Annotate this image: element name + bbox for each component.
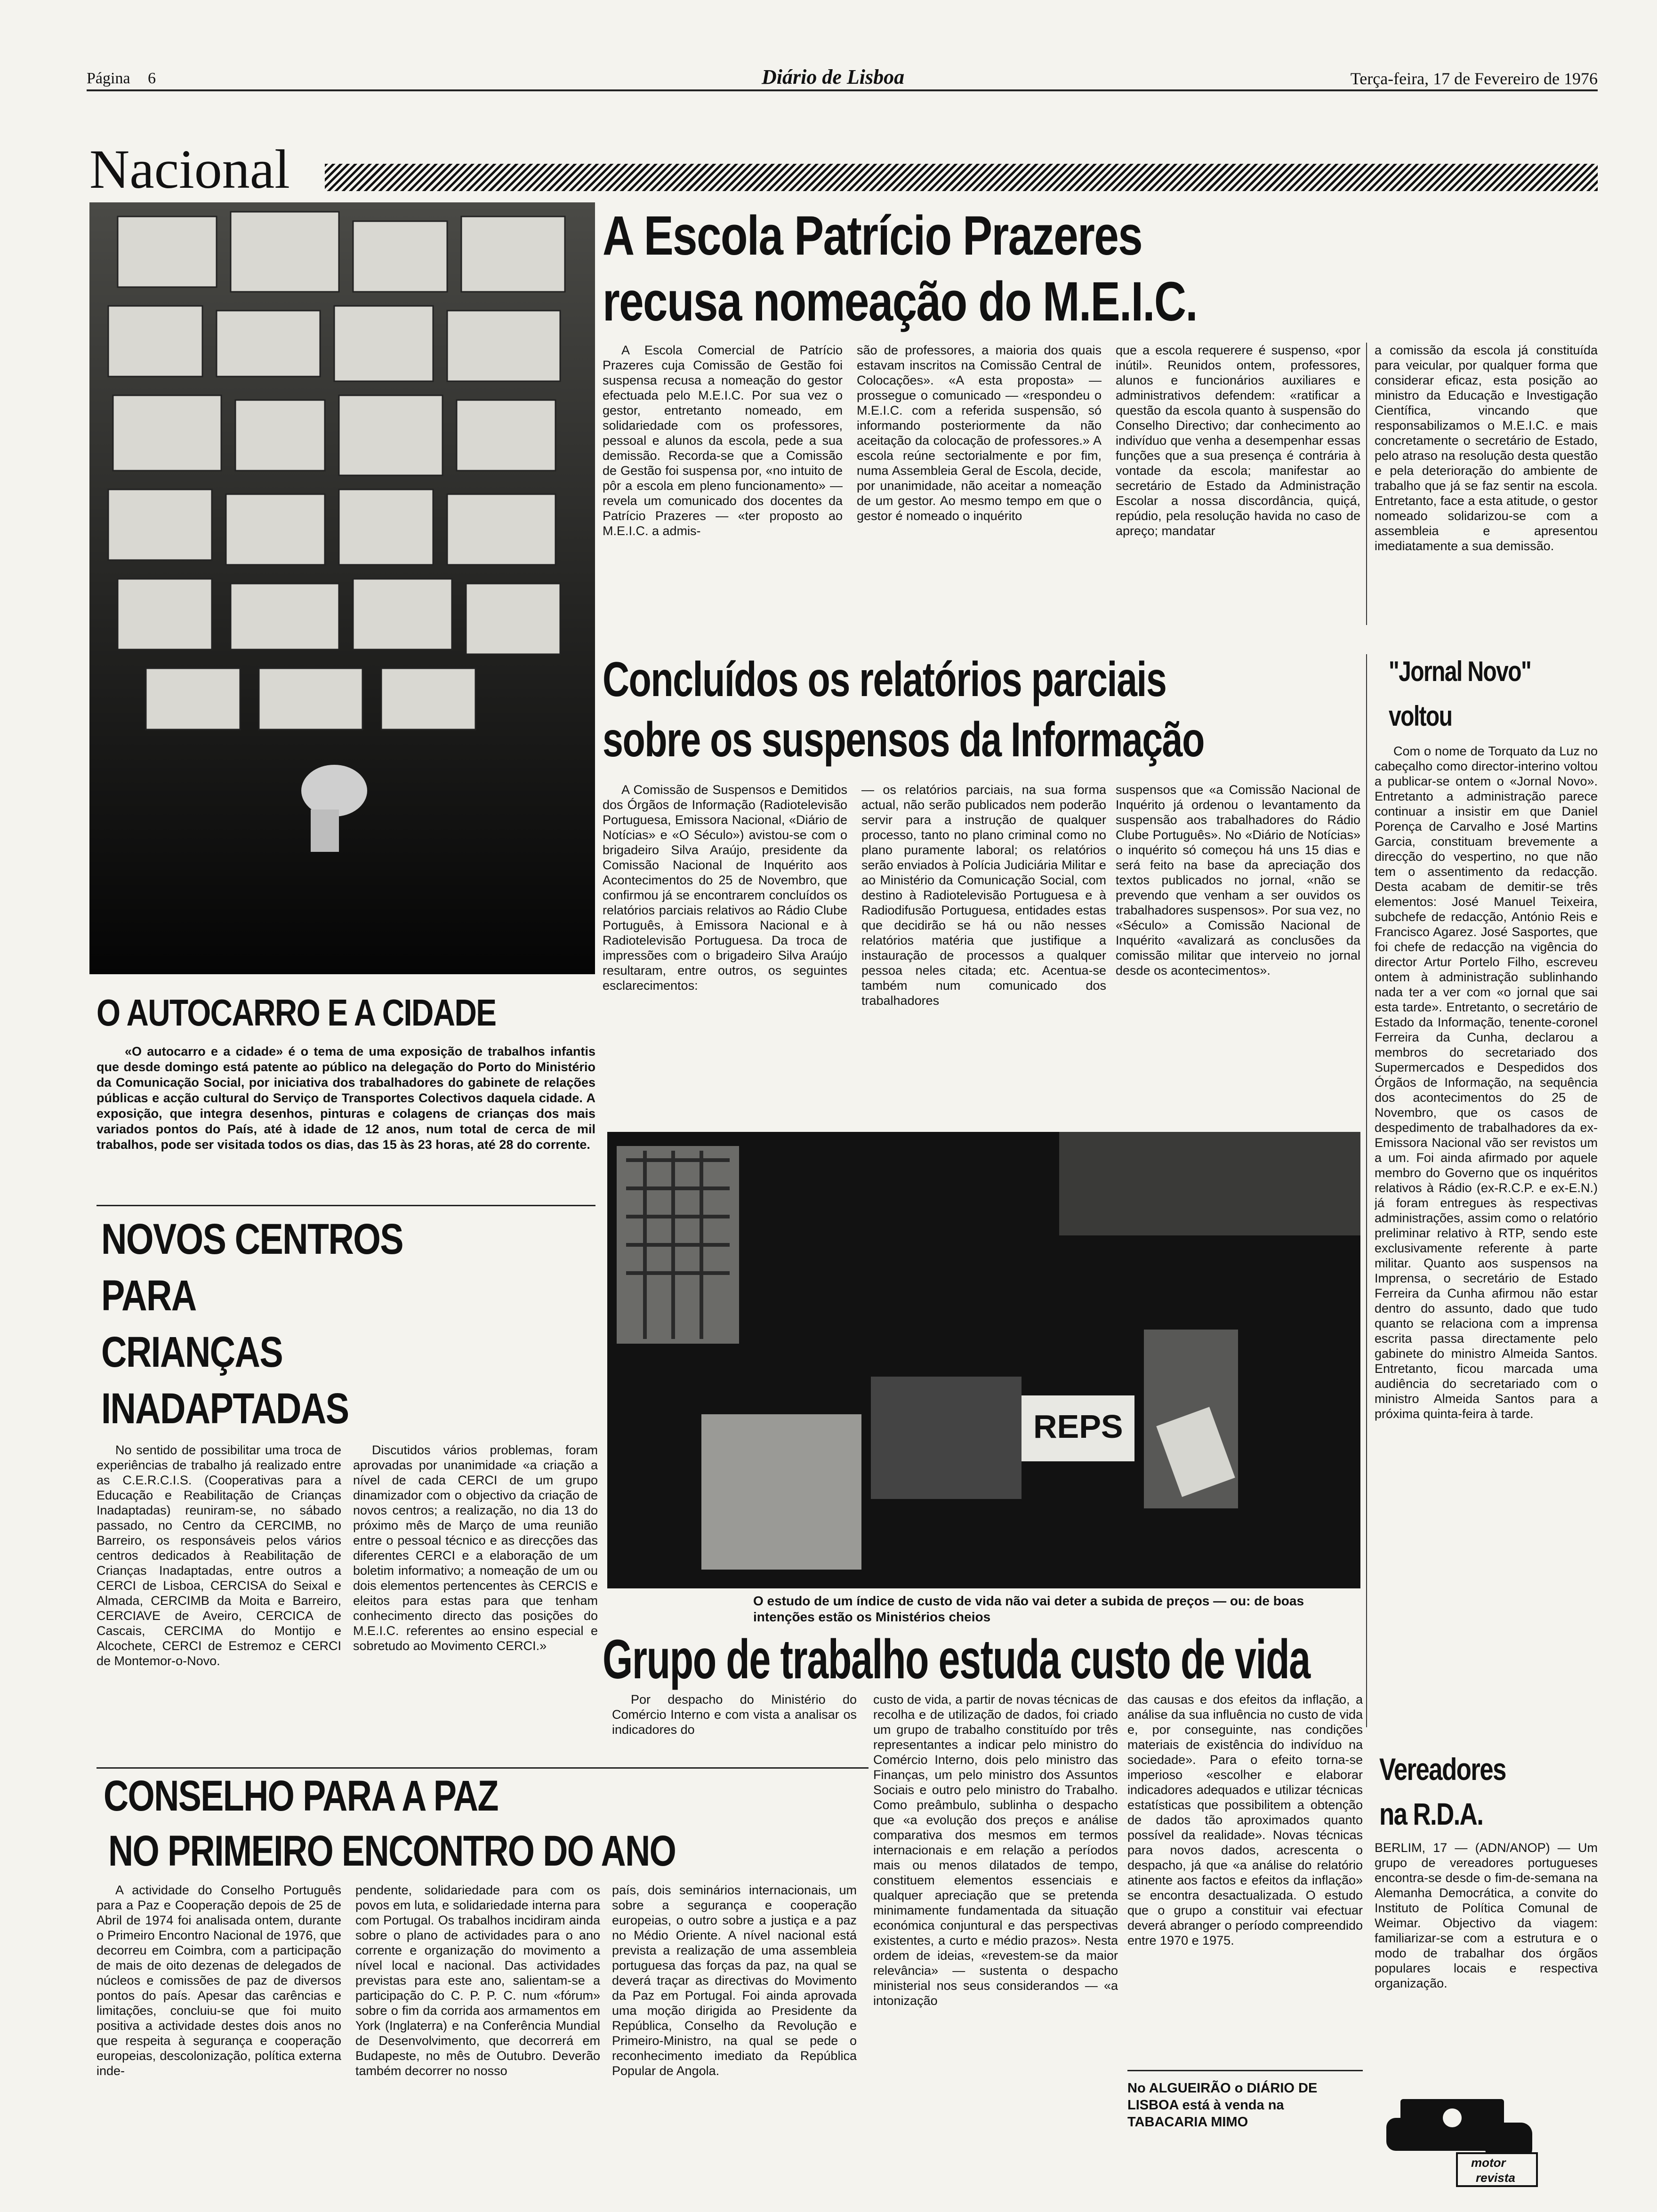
escola-col-4 <box>1375 343 1598 653</box>
page-label: Página <box>87 70 130 87</box>
tabacaria-notice-text: No ALGUEIRÃO o DIÁRIO DE LISBOA está à venda na TABACARIA MIMO <box>1127 2081 1318 2130</box>
paz-col-3 <box>612 1883 857 2203</box>
centros-col-1-text: No sentido de possibilitar uma troca de experiências de trabalho já realizado entre as C.E.R.C.I.S. (Cooperativas para a Educação e Reabilitação de Crianças Inadaptadas) reuniram-se, no sábado passado, no Centro da CERCIMB, no Barreiro, os responsáveis pelos vários centros dedicados à Reabilitação de Crianças Inadaptadas, entre outros a CERCI de Lisboa, CERCISA do Seixal e Almada, CERCIMB da Moita e Barreiro, CERCIAVE de Aveiro, CERCICA de Cascais, CERCIMA do Montijo e Alcochete, CERCI de Estremoz e CERCI de Montemor-o-Novo. <box>97 1443 341 1668</box>
vereadores-body-text: BERLIM, 17 — (ADN/ANOP) — Um grupo de vereadores portugueses encontra-se desde o fim-de-semana na Alemanha Democrática, a convite do Instituto de Política Comunal de Weimar. Objectivo da viagem: familiarizar-se com a estrutura e o modo de trabalhar dos órgãos populares locais e respectiva organização. <box>1375 1841 1598 1990</box>
paz-col-2-text: pendente, solidariedade para com os povos em luta, e solidariedade interna para com Portugal. Os trabalhos incidiram ainda sobre o plano de actividades para o ano corrente e organização do movimento a nível local e nacional. Das actividades previstas para este ano, salientam-se a participação do C. P. P. C. num «fórum» sobre o fim da corrida aos armamentos em York (Inglaterra) e na Conferência Mundial de Desenvolvimento, que decorrerá em Budapeste, no mês de Outubro. Deverão também decorrer no nosso <box>355 1883 600 2078</box>
section-title: Nacional <box>89 138 290 200</box>
custo-col-2 <box>873 1692 1118 2200</box>
vereadores-body <box>1375 1840 1598 2043</box>
exhibition-photo <box>89 202 595 974</box>
centros-col-2-text: Discutidos vários problemas, foram aprovadas por unanimidade «a criação a nível de cada CERCI de um grupo dinamizador com o objectivo da criação de novos centros; a realização, no dia 13 do próximo mês de Março de uma reunião entre o pessoal técnico e as direcções das diferentes CERCI e a elaboração de um boletim informativo; a nomeação de um ou dois elementos pertencentes às CERCIS e eleitos para estas para que tenham conhecimento directo das posições do M.E.I.C. referentes ao ensino especial e sobretudo ao Movimento CERCI.» <box>353 1443 598 1653</box>
right-column-divider <box>1366 654 1367 1727</box>
paz-col-1-text: A actividade do Conselho Português para a Paz e Cooperação depois de 25 de Abril de 1974 foi analisada ontem, durante o Primeiro Encontro Nacional de 1976, que decorreu em Coimbra, com a participação de mais de oito dezenas de delegados de núcleos e comissões de paz de diversos pontos do país. Apesar das carências e limitações, concluiu-se que foi muito positiva a actividade destes dois anos no que respeita à segurança e cooperação europeias, descolonização, política externa inde- <box>97 1883 341 2078</box>
vereadores-headline-2: na R.D.A. <box>1379 1796 1483 1831</box>
relatorios-col-3 <box>1116 782 1360 1112</box>
custo-col-2-text: custo de vida, a partir de novas técnicas de recolha e de utilização de dados, foi criado um grupo de trabalho constituído por três representantes a indicar pelo ministro do Comércio Interno, dois pelo ministro das Finanças, um pelo ministro dos Assuntos Sociais e outro pelo ministro do Trabalho. Como preâmbulo, sublinha o despacho que «a evolução dos preços e análise comparativa dos mesmos em termos internacionais e em relação a períodos mais ou menos dilatados de tempo, constituem elementos essenciais e qualquer apreciação que se pretenda minimamente fundamentada da situação económica conjuntural e das perspectivas existentes, a curto e médio prazos». Nesta ordem de ideias, «revestem-se da maior relevância» — sustenta o despacho ministerial nos seus considerandos — «a intonização <box>873 1692 1118 2008</box>
motor-revista-line-1: motor <box>1471 2156 1506 2170</box>
relatorios-headline-1: Concluídos os relatórios parciais <box>603 652 1166 707</box>
masthead <box>87 66 1598 93</box>
escola-col-1 <box>603 343 843 639</box>
vereadores-headline-1: Vereadores <box>1379 1752 1506 1787</box>
paz-headline-2: NO PRIMEIRO ENCONTRO DO ANO <box>108 1827 676 1875</box>
custo-col-3 <box>1127 1692 1363 2059</box>
paz-col-2 <box>355 1883 600 2203</box>
escola-col-2-text: são de professores, a maioria dos quais estavam inscritos na Comissão Central de Colocações». «A esta proposta» — prossegue o comunicado — «respondeu o M.E.I.C. com a referida suspensão, só informando posteriormente da não aceitação da colocação de professores.» A escola reúne sectorialmente e por fim, numa Assembleia Geral de Escola, decide, por unanimidade, não aceitar a nomeação de um gestor. Ao mesmo tempo em que o gestor é nomeado o inquérito <box>857 343 1102 523</box>
market-photo-sign: REPS <box>1033 1408 1123 1445</box>
centros-col-1 <box>97 1443 341 1767</box>
section-hatch <box>325 164 1598 191</box>
custo-col-1-text: Por despacho do Ministério do Comércio Interno e com vista a analisar os indicadores do <box>612 1692 857 1737</box>
relatorios-col-2-text: — os relatórios parciais, na sua forma actual, não serão publicados nem poderão servir para a instrução de qualquer processo, tanto no plano criminal como no plano puramente laboral; os relatórios serão enviados à Polícia Judiciária Militar e ao Ministério da Comunicação Social, com destino à Radiotelevisão Portuguesa e à Radiodifusão Portuguesa, entidades estas que decidirão se há ou não nesses relatórios matéria que justifique a instauração de processos a qualquer pessoa neles citada; etc. Acentua-se também num comunicado dos trabalhadores <box>861 783 1106 1008</box>
relatorios-col-1-text: A Comissão de Suspensos e Demitidos dos Órgãos de Informação (Radiotelevisão Portuguesa, Emissora Nacional, «Diário de Notícias» e «O Século») avistou-se com o brigadeiro Silva Araújo, presidente da Comissão Nacional de Inquérito aos Acontecimentos do 25 de Novembro, que confirmou já se encontrarem concluídos os relatórios parciais relativos ao Rádio Clube Português, à Emissora Nacional e à Radiotelevisão Portuguesa. Da troca de impressões com o brigadeiro Silva Araújo resultaram, entre outros, os seguintes esclarecimentos: <box>603 783 847 993</box>
motor-revista-line-2: revista <box>1476 2171 1515 2185</box>
page-number: 6 <box>148 70 156 87</box>
escola-col-2 <box>857 343 1102 639</box>
autocarro-body-text: «O autocarro e a cidade» é o tema de uma exposição de trabalhos infantis que desde domingo está patente ao público na delegação do Porto do Ministério da Comunicação Social, por iniciativa dos trabalhadores do gabinete de relações públicas e acção cultural do Serviço de Transportes Colectivos daquela cidade. A exposição, que integra desenhos, pinturas e colagens de crianças dos mais variados pontos do País, até à idade de 12 anos, num total de cerca de mil trabalhos, pode ser visitada todos os dias, das 15 às 23 horas, até 28 do corrente. <box>97 1044 595 1152</box>
centros-headline-line-1: NOVOS CENTROS <box>101 1215 403 1263</box>
newspaper-name: Diário de Lisboa <box>755 65 911 89</box>
centros-headline-line-4: INADAPTADAS <box>101 1385 349 1433</box>
paz-col-3-text: país, dois seminários internacionais, um sobre a segurança e cooperação europeias, o outro sobre a justiça e a paz no Médio Oriente. A nível nacional está prevista a realização de uma assembleia portuguesa das forças da paz, na qual se deverá traçar as directivas do Movimento da Paz em Portugal. Foi ainda aprovada uma moção dirigida ao Presidente da República, Conselho da Revolução e Primeiro-Ministro, na qual se pede o reconhecimento imediato da República Popular de Angola. <box>612 1883 857 2078</box>
issue-date: Terça-feira, 17 de Fevereiro de 1976 <box>1344 69 1598 88</box>
motor-revista-ad <box>1386 2090 1542 2188</box>
exhibition-photo-image <box>89 202 595 974</box>
escola-divider <box>1366 343 1367 625</box>
relatorios-headline-2: sobre os suspensos da Informação <box>603 713 1204 767</box>
relatorios-col-3-text: suspensos que «a Comissão Nacional de Inquérito já ordenou o levantamento da suspensão aos trabalhadores do Rádio Clube Português». No «Diário de Notícias» o inquérito só começou há uns 15 dias e será feito na base da apreciação dos textos publicados no jornal, «não se prevendo que venham a ser ouvidos os trabalhadores suspensos». Por sua vez, no «Século» a Comissão Nacional de Inquérito «avalizará as conclusões da comissão militar que interveio no jornal desde os acontecimentos». <box>1116 783 1360 978</box>
paz-rule <box>97 1767 869 1769</box>
custo-headline: Grupo de trabalho estuda custo de vida <box>603 1628 1310 1691</box>
centros-col-2 <box>353 1443 598 1767</box>
jornal-novo-body <box>1375 744 1598 1741</box>
centros-headline-line-2: PARA <box>101 1272 196 1320</box>
custo-col-3-text: das causas e dos efeitos da inflação, a análise da sua influência no custo de vida e, por conseguinte, nas condições materiais de existência do indivíduo na sociedade». Para o efeito torna-se imperioso «escolher e elaborar indicadores adequados e utilizar técnicas estatísticas que possibilitem a obtenção de dados tão aproximados quanto possível da realidade». Novas técnicas para novos dados, acrescenta o despacho, já que «a análise do relatório atinente aos factos e efeitos da inflação» se encontra desactualizada. O estudo que o grupo a constituir vai efectuar deverá abranger o período compreendido entre 1970 e 1975. <box>1127 1692 1363 1948</box>
escola-col-4-text: a comissão da escola já constituída para veicular, por qualquer forma que considerar eficaz, esta posição ao ministro da Educação e Investigação Científica, vincando que responsabilizamos o M.E.I.C. e mais concretamente o secretário de Estado, pelo atraso na resolução desta questão e pela deterioração do ambiente de trabalho que já se faz sentir na escola. Entretanto, face a esta atitude, o gestor nomeado solidarizou-se com a assembleia e apresentou imediatamente a sua demissão. <box>1375 343 1598 553</box>
escola-headline-2: recusa nomeação do M.E.I.C. <box>603 271 1198 333</box>
market-photo <box>607 1132 1360 1588</box>
paz-col-1 <box>97 1883 341 2203</box>
escola-col-3 <box>1116 343 1360 639</box>
autocarro-rule <box>97 1205 595 1206</box>
custo-col-1 <box>612 1692 857 1744</box>
masthead-rule <box>87 89 1598 91</box>
race-car-icon <box>1386 2090 1542 2188</box>
jornal-novo-headline-1: "Jornal Novo" <box>1389 656 1531 687</box>
paz-headline-1: CONSELHO PARA A PAZ <box>104 1772 498 1820</box>
centros-headline-line-3: CRIANÇAS <box>101 1328 283 1376</box>
escola-headline-1: A Escola Patrício Prazeres <box>603 205 1142 267</box>
jornal-novo-body-text: Com o nome de Torquato da Luz no cabeçalho como director-interino voltou a publicar-se ontem o «Jornal Novo». Entretanto a administração parece continuar a insistir em que Daniel Porença de Carvalho e José Martins Garcia, constituam brevemente a direcção do vespertino, no que não tem o assentimento da redacção. Desta acabam de demitir-se três elementos: José Manuel Teixeira, subchefe de redacção, António Reis e Francisco Agarez. José Sasportes, que foi chefe de redacção na vigência do director Artur Portelo Filho, escreveu ontem à administração sublinhando nada ter a ver com «o jornal que sai esta tarde». Entretanto, o secretário de Estado da Informação, tenente-coronel Ferreira da Cunha, declarou a membros do secretariado dos Supermercados e Despedidos dos Órgãos de Informação, na sequência dos acontecimentos do 25 de Novembro, que os casos de despedimento de trabalhadores da ex-Emissora Nacional vão ser revistos um a um. Foi ainda afirmado por aquele membro do Governo que os inquéritos relativos à Rádio (ex-R.C.P. e ex-E.N.) já foram entregues às respectivas administrações, assim como o relatório preliminar relativo à RTP, sendo este exclusivamente referente à parte militar. Quanto aos suspensos na Imprensa, o secretário de Estado Ferreira da Cunha afirmou não estar dentro do assunto, dado que tudo quanto se relaciona com a imprensa escrita passa directamente pelo gabinete do ministro Almeida Santos. Entretanto, ficou marcada uma audiência do secretariado com o ministro Almeida Santos para a próxima quinta-feira à tarde. <box>1375 744 1598 1421</box>
jornal-novo-headline-2: voltou <box>1389 700 1452 732</box>
autocarro-headline: O AUTOCARRO E A CIDADE <box>97 992 496 1034</box>
autocarro-body <box>97 1044 595 1204</box>
escola-col-1-text: A Escola Comercial de Patrício Prazeres cuja Comissão de Gestão foi suspensa recusa a nomeação do gestor efectuada pelo M.E.I.C. Por sua vez o gestor, entretanto nomeado, em solidariedade com os professores, pessoal e alunos da escola, pede a sua demissão. Recorda-se que a Comissão de Gestão foi suspensa por, «no intuito de pôr a escola em pleno funcionamento» — revela um comunicado dos docentes da Patrício Prazeres — «ter proposto ao M.E.I.C. a admis- <box>603 343 843 538</box>
market-photo-caption: O estudo de um índice de custo de vida não vai deter a subida de preços — ou: de boas intenções estão os Ministérios cheios <box>753 1594 1304 1624</box>
escola-col-3-text: que a escola requerere é suspenso, «por inútil». Reunidos ontem, professores, alunos e funcionários auxiliares e administrativos defendem: «ratificar a questão da escola quanto à suspensão do Conselho Directivo; dar conhecimento ao indivíduo que venha a desempenhar essas funções que a sua presença é contrária à vontade da escola; manifestar ao secretário de Estado da Administração Escolar a nossa discordância, quiçá, repúdio, pela resolução havida no caso de apreço; mandatar <box>1116 343 1360 538</box>
relatorios-col-1 <box>603 782 847 1112</box>
tabacaria-notice <box>1127 2070 1363 2165</box>
relatorios-col-2 <box>861 782 1106 1112</box>
market-photo-image <box>607 1132 1360 1588</box>
